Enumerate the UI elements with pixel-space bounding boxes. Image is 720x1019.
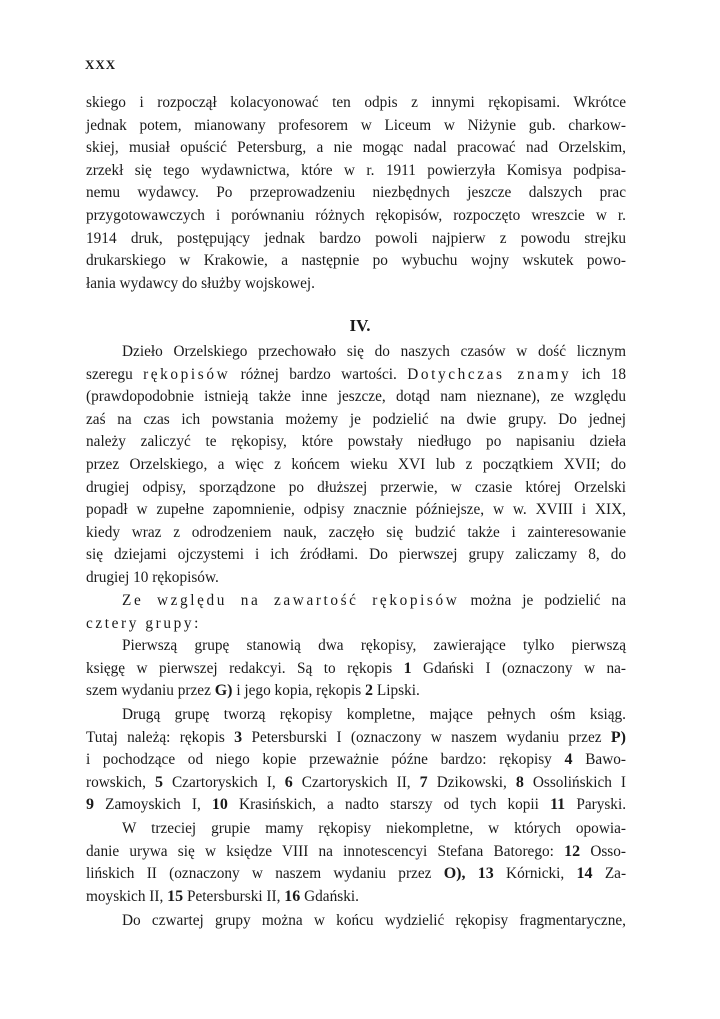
text-line: skiej, musiał opuścić Petersburg, a nie mogąc nadal pracować nad Orzelskim, [86, 139, 626, 157]
page-number: XXX [85, 57, 117, 72]
paragraph-group-two [86, 704, 626, 817]
section-heading: IV. [349, 316, 371, 335]
manuscript-number: 7 [419, 773, 428, 791]
text-line: (prawdopodobnie istnieją także inne jeszcze, dotąd nam nieznane), ze względu [86, 388, 626, 406]
text-line: przygotowawczych i porównaniu różnych rękopisów, rozpoczęto wreszcie w r. [86, 206, 626, 224]
spaced-term: rękopisów [143, 365, 231, 383]
manuscript-number: 4 [564, 751, 573, 769]
text-line: Ze względu na zawartość rękopisów można je podzielić na [122, 592, 626, 609]
paragraph-group-three [86, 818, 626, 908]
text-line: rowskich, 5 Czartoryskich I, 6 Czartoryskich II, 7 Dzikowski, 8 Ossolińskich I [86, 773, 627, 791]
text-line: szeregu rękopisów różnej bardzo wartości. Dotychczas znamy ich 18 [86, 365, 627, 383]
text-line: się dziejami ojczystemi i ich źródłami. Do pierwszej grupy zaliczamy 8, do [86, 546, 626, 564]
text-line: Do czwartej grupy można w końcu wydzielić rękopisy fragmentaryczne, [122, 912, 626, 929]
paragraph-manuscripts [86, 341, 626, 590]
text-line: zaś na czas ich powstania możemy je podzielić na dwie grupy. Do jednej [86, 410, 626, 428]
manuscript-number: 15 [167, 887, 184, 905]
text-line: jednak potem, mianowany profesorem w Liceum w Niżynie gub. charkow- [86, 116, 626, 134]
manuscript-number: 6 [284, 773, 293, 791]
manuscript-number: 1 [403, 659, 412, 677]
text-line: popadł w zupełne zapomnienie, odpisy znacznie późniejsze, w w. XVIII i XIX, [86, 501, 626, 519]
manuscript-number: 16 [284, 887, 301, 905]
text-line: W trzeciej grupie mamy rękopisy niekompletne, w których opowia- [122, 820, 626, 837]
text-line: danie urywa się w księdze VIII na innotescencyi Stefana Batorego: 12 Osso- [86, 842, 627, 860]
text-line: drugiej 10 rękopisów. [86, 568, 219, 586]
manuscript-number: 2 [365, 682, 374, 700]
manuscript-number: 5 [154, 773, 163, 791]
text-line: i pochodzące od niego kopie przeważnie późne bardzo: rękopisy 4 Bawo- [86, 751, 627, 769]
text-line: księgę w pierwszej redakcyi. Są to rękopis 1 Gdański I (oznaczony w na- [86, 659, 626, 677]
text-line: należy zaliczyć te rękopisy, które powstały niedługo po napisaniu dzieła [86, 433, 626, 451]
text-line: nemu wydawcy. Po przeprowadzeniu niezbędnych jeszcze dalszych prac [86, 184, 626, 202]
paragraph-content-groups [86, 590, 626, 635]
manuscript-number: 8 [515, 773, 524, 791]
text-line: przez Orzelskiego, a więc z końcem wieku XVI lub z początkiem XVII; do [86, 455, 626, 473]
text-line: kiedy wraz z odrodzeniem nauk, zaczęło się budzić także i zainteresowanie [86, 523, 626, 541]
manuscript-number: 9 [86, 796, 94, 814]
text-line: Drugą grupę tworzą rękopisy kompletne, mające pełnych ośm ksiąg. [122, 706, 626, 723]
text-line: 9 Zamoyskich I, 10 Krasińskich, a nadto starszy od tych kopii 11 Paryski. [86, 796, 627, 814]
text-line: szem wydaniu przez G) i jego kopia, rękopis 2 Lipski. [86, 682, 420, 700]
text-line: zrzekł się tego wydawnictwa, które w r. 1911 powierzyła Komisya podpisa- [86, 161, 626, 179]
siglum: O), [443, 865, 466, 883]
spaced-term: Ze względu na zawartość rękopisów [122, 592, 460, 609]
manuscript-number: 10 [211, 796, 228, 814]
siglum: G) [214, 682, 233, 700]
text-line: Dzieło Orzelskiego przechowało się do naszych czasów w dość licznym [122, 343, 626, 360]
text-line: Tutaj należą: rękopis 3 Petersburski I (oznaczony w naszem wydaniu przez P) [86, 728, 627, 746]
text-line: lińskich II (oznaczony w naszem wydaniu przez O), 13 Kórnicki, 14 Za- [86, 865, 627, 883]
paragraph-continuation [86, 92, 626, 295]
manuscript-number: 13 [477, 865, 494, 883]
text-line: Pierwszą grupę stanowią dwa rękopisy, zawierające tylko pierwszą [122, 637, 626, 654]
text-line: skiego i rozpoczął kolacyonować ten odpis z innymi rękopisami. Wkrótce [86, 94, 626, 111]
text-line: moyskich II, 15 Petersburski II, 16 Gdański. [86, 887, 359, 905]
manuscript-number: 14 [576, 865, 593, 883]
text-line: łania wydawcy do służby wojskowej. [86, 274, 315, 292]
spaced-term: cztery grupy: [86, 614, 201, 632]
manuscript-number: 12 [564, 842, 581, 860]
paragraph-group-one [86, 635, 626, 703]
manuscript-number: 11 [550, 796, 566, 814]
text-line: drukarskiego w Krakowie, a następnie po wybuchu wojny wskutek powo- [86, 252, 626, 270]
text-line: 1914 druk, postępujący jednak bardzo powoli najpierw z powodu strejku [86, 229, 626, 247]
spaced-term: Dotychczas znamy [407, 365, 572, 383]
manuscript-number: 3 [234, 728, 243, 746]
text-line: drugiej odpisy, sporządzone po dłuższej przerwie, w czasie której Orzelski [86, 478, 626, 496]
siglum: P) [610, 728, 627, 746]
paragraph-group-four [86, 910, 626, 933]
